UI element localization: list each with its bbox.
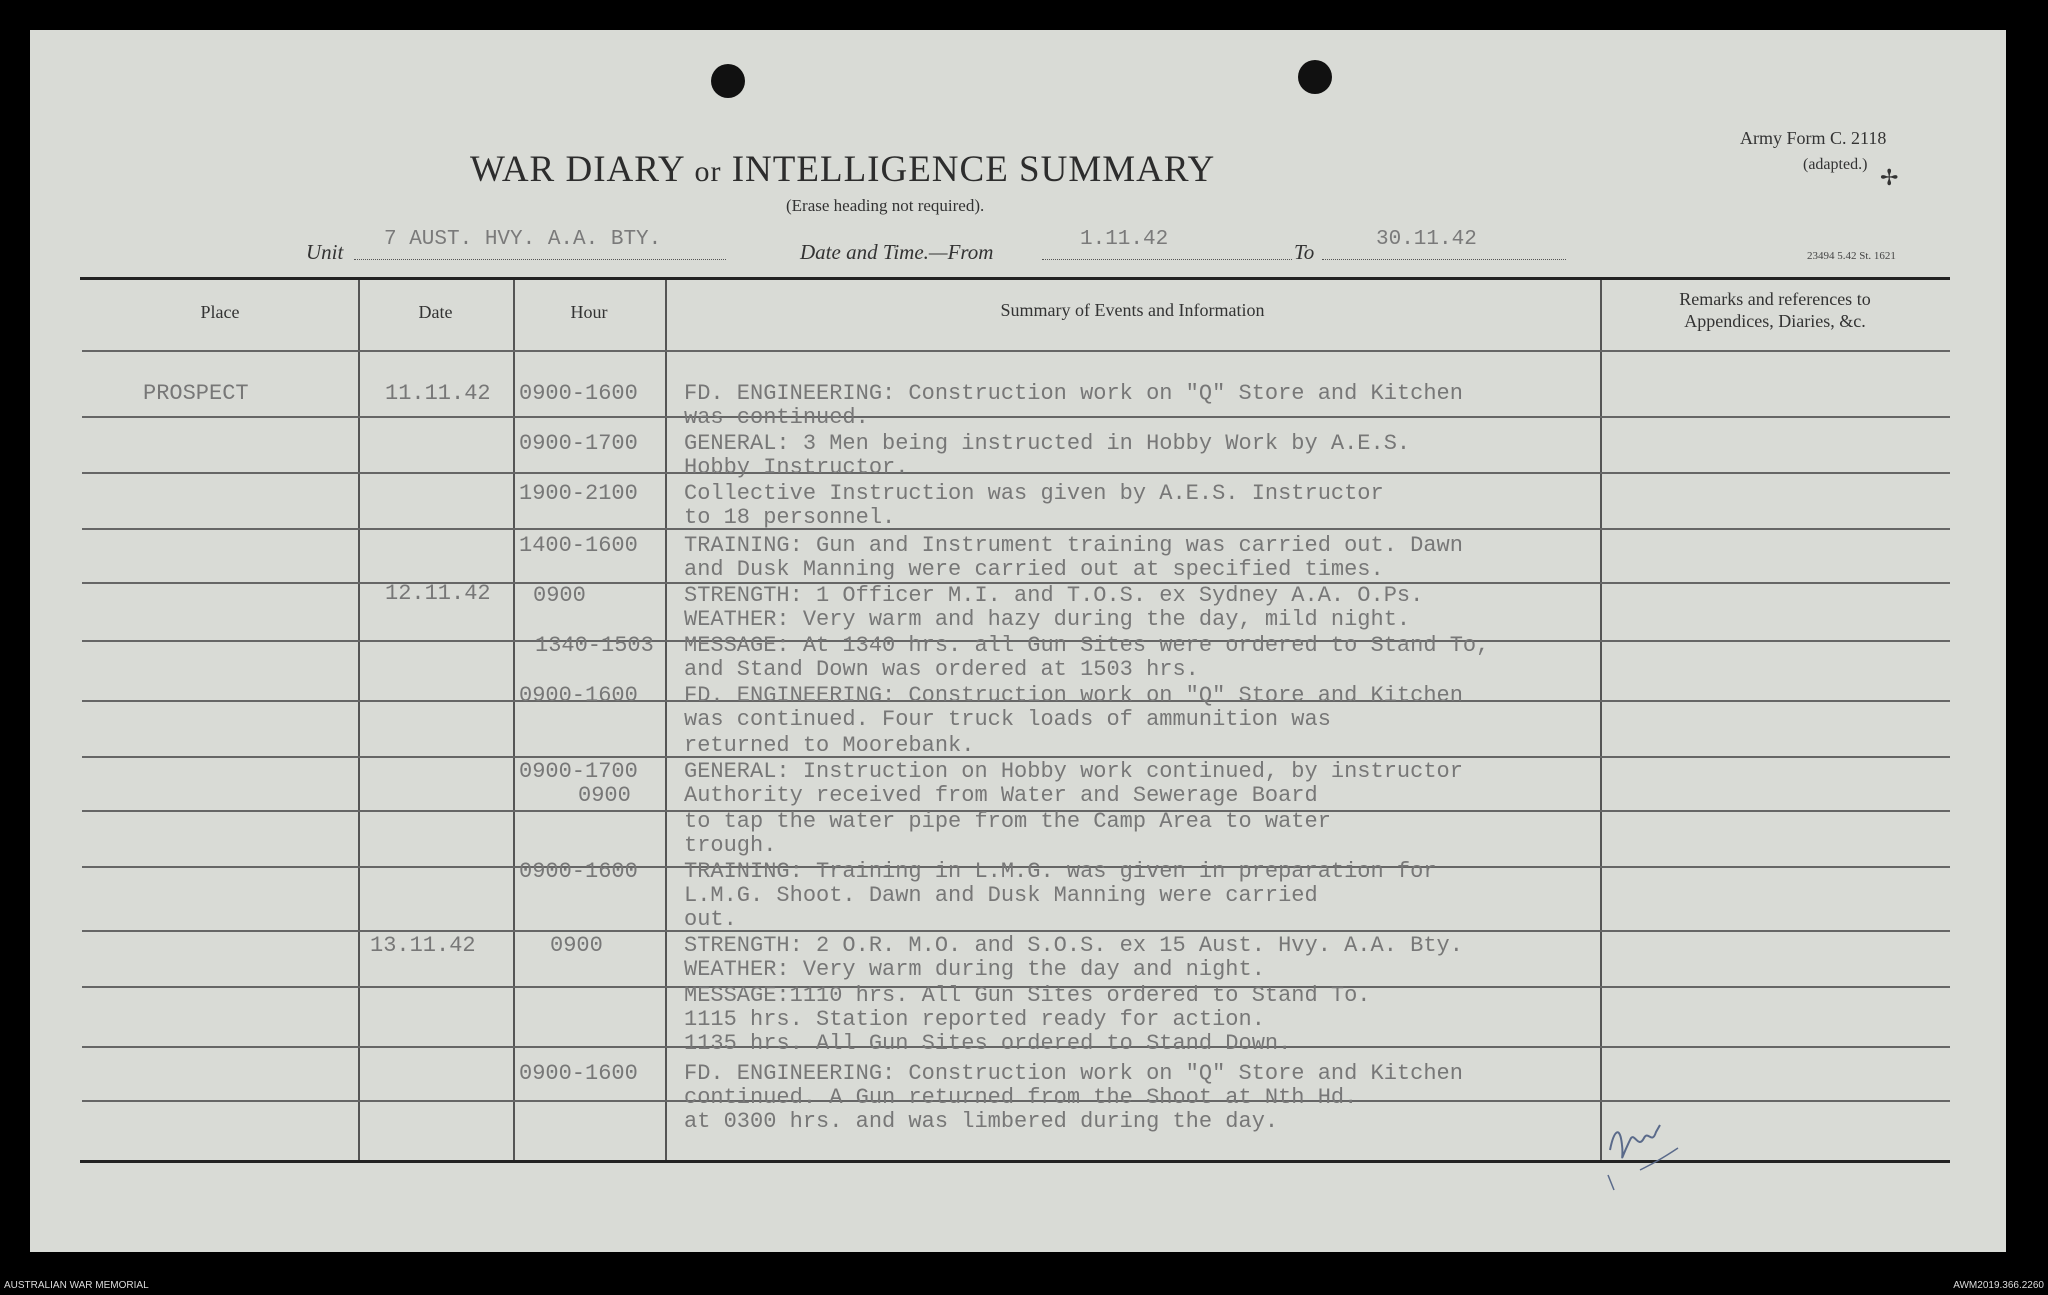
to-dotted-line <box>1322 259 1566 260</box>
header-remarks-line2: Appendices, Diaries, &c. <box>1684 311 1866 331</box>
punch-hole <box>1298 60 1332 94</box>
summary-line: out. <box>684 907 737 932</box>
from-dotted-line <box>1042 259 1292 260</box>
hour-entry: 0900-1700 <box>519 759 638 784</box>
summary-line: 1135 hrs. All Gun Sites ordered to Stand Down. <box>684 1031 1292 1056</box>
summary-line: and Dusk Manning were carried out at specified times. <box>684 557 1384 582</box>
header-place: Place <box>200 302 240 322</box>
summary-line: MESSAGE:1110 hrs. All Gun Sites ordered to Stand To. <box>684 983 1371 1008</box>
punch-hole <box>711 64 745 98</box>
column-divider <box>665 280 667 1160</box>
row-rule <box>82 350 1950 352</box>
summary-line: continued. A Gun returned from the Shoot at Nth Hd. <box>684 1085 1358 1110</box>
summary-line: was continued. Four truck loads of ammunition was <box>684 707 1331 732</box>
summary-line: to 18 personnel. <box>684 505 896 530</box>
summary-line: GENERAL: Instruction on Hobby work continued, by instructor <box>684 759 1463 784</box>
initials-signature <box>1600 1110 1690 1210</box>
form-code: 23494 5.42 St. 1621 <box>1807 250 1896 262</box>
summary-line: STRENGTH: 2 O.R. M.O. and S.O.S. ex 15 Aust. Hvy. A.A. Bty. <box>684 933 1463 958</box>
form-subtitle: (Erase heading not required). <box>786 196 985 215</box>
title-part2: INTELLIGENCE SUMMARY <box>731 149 1216 190</box>
place-entry: PROSPECT <box>143 381 249 406</box>
hour-entry: 1400-1600 <box>519 533 638 558</box>
summary-line: MESSAGE: At 1340 hrs. all Gun Sites were ordered to Stand To, <box>684 633 1490 658</box>
title-part1: WAR DIARY <box>470 149 685 190</box>
date-label: Date and Time.—From <box>800 240 994 264</box>
column-divider <box>358 280 360 1160</box>
date-entry: 13.11.42 <box>370 933 476 958</box>
summary-line: to tap the water pipe from the Camp Area to water <box>684 809 1331 834</box>
footer-left: AUSTRALIAN WAR MEMORIAL <box>4 1280 149 1291</box>
column-divider <box>1600 280 1602 1160</box>
summary-line: WEATHER: Very warm during the day and night. <box>684 957 1265 982</box>
summary-line: GENERAL: 3 Men being instructed in Hobby Work by A.E.S. <box>684 431 1411 456</box>
form-number: Army Form C. 2118 <box>1740 128 1887 148</box>
summary-line: and Stand Down was ordered at 1503 hrs. <box>684 657 1199 682</box>
hour-entry: 0900 <box>550 933 603 958</box>
summary-line: TRAINING: Training in L.M.G. was given in preparation for <box>684 859 1437 884</box>
summary-line: Authority received from Water and Sewerage Board <box>684 783 1318 808</box>
header-remarks <box>1600 288 1950 332</box>
summary-line: returned to Moorebank. <box>684 733 975 758</box>
unit-value: 7 AUST. HVY. A.A. BTY. <box>384 228 662 251</box>
header-hour: Hour <box>570 302 608 322</box>
row-rule <box>82 416 1950 418</box>
hour-entry: 0900 <box>533 583 586 608</box>
footer-right: AWM2019.366.2260 <box>1953 1280 2044 1291</box>
date-entry: 12.11.42 <box>385 581 491 606</box>
form-title <box>470 148 1215 191</box>
hour-entry: 1900-2100 <box>519 481 638 506</box>
mark-icon: ✢ <box>1880 166 1899 191</box>
hour-entry: 0900 <box>578 783 631 808</box>
from-value: 1.11.42 <box>1080 228 1169 251</box>
hour-entry: 0900-1600 <box>519 1061 638 1086</box>
row-rule <box>82 472 1950 474</box>
form-adapted: (adapted.) <box>1803 156 1868 173</box>
header-date: Date <box>418 302 453 322</box>
header-summary: Summary of Events and Information <box>1000 300 1265 320</box>
unit-dotted-line <box>354 259 726 260</box>
table-top-rule <box>80 277 1950 280</box>
summary-line: trough. <box>684 833 777 858</box>
hour-entry: 0900-1600 <box>519 859 638 884</box>
to-label: To <box>1294 240 1315 264</box>
summary-line: L.M.G. Shoot. Dawn and Dusk Manning were carried <box>684 883 1318 908</box>
header-remarks-line1: Remarks and references to <box>1679 289 1871 309</box>
row-rule <box>82 930 1950 932</box>
summary-line: FD. ENGINEERING: Construction work on "Q" Store and Kitchen <box>684 1061 1463 1086</box>
summary-line: FD. ENGINEERING: Construction work on "Q" Store and Kitchen <box>684 683 1463 708</box>
summary-line: STRENGTH: 1 Officer M.I. and T.O.S. ex Sydney A.A. O.Ps. <box>684 583 1424 608</box>
hour-entry: 0900-1600 <box>519 381 638 406</box>
summary-line: FD. ENGINEERING: Construction work on "Q" Store and Kitchen <box>684 381 1463 406</box>
hour-entry: 1340-1503 <box>535 633 654 658</box>
summary-line: TRAINING: Gun and Instrument training was carried out. Dawn <box>684 533 1463 558</box>
summary-line: Hobby Instructor. <box>684 455 909 480</box>
summary-line: Collective Instruction was given by A.E.S. Instructor <box>684 481 1384 506</box>
row-rule <box>82 756 1950 758</box>
hour-entry: 0900-1600 <box>519 683 638 708</box>
summary-line: WEATHER: Very warm and hazy during the day, mild night. <box>684 607 1411 632</box>
row-rule <box>82 528 1950 530</box>
title-or: or <box>694 155 722 188</box>
summary-line: was continued. <box>684 405 869 430</box>
date-entry: 11.11.42 <box>385 381 491 406</box>
column-divider <box>513 280 515 1160</box>
summary-line: at 0300 hrs. and was limbered during the day. <box>684 1109 1279 1134</box>
unit-label: Unit <box>306 240 344 264</box>
hour-entry: 0900-1700 <box>519 431 638 456</box>
to-value: 30.11.42 <box>1376 228 1477 251</box>
summary-line: 1115 hrs. Station reported ready for action. <box>684 1007 1265 1032</box>
